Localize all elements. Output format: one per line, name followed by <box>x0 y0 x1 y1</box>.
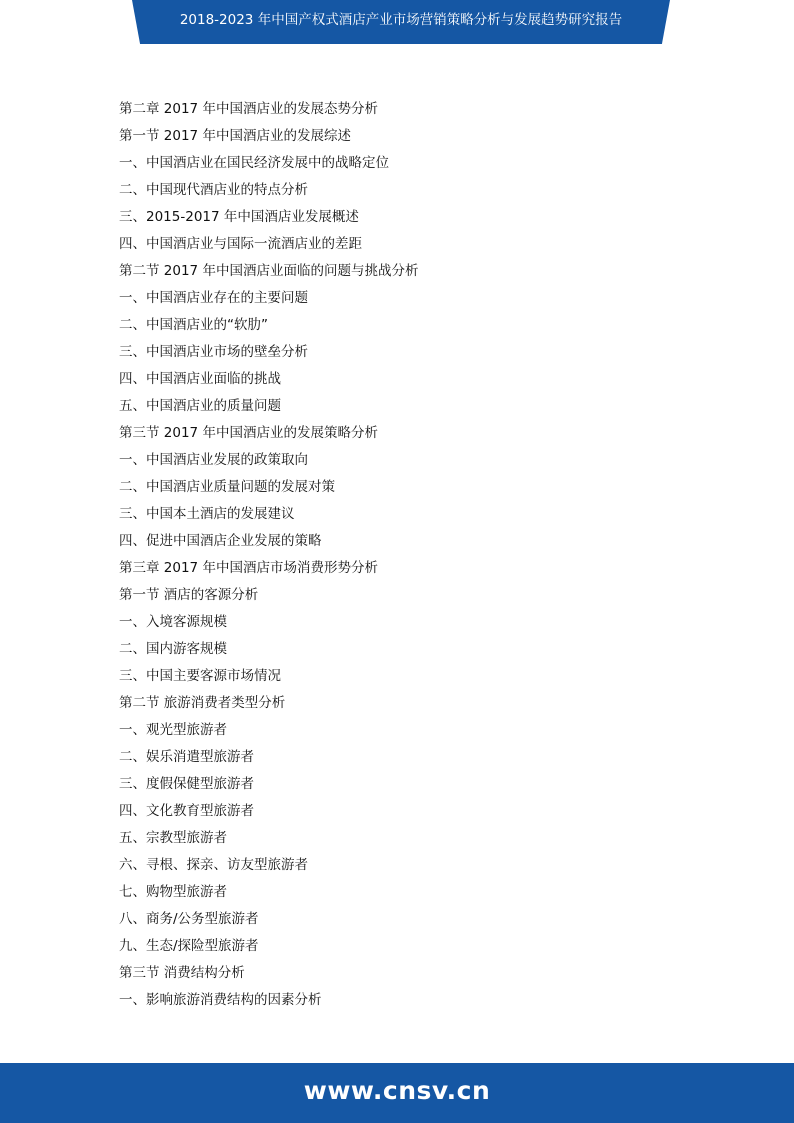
toc-entry: 五、中国酒店业的质量问题 <box>119 398 281 414</box>
toc-entry: 第一节 酒店的客源分析 <box>119 587 259 603</box>
toc-entry: 三、度假保健型旅游者 <box>119 776 254 792</box>
toc-entry: 二、国内游客规模 <box>119 641 227 657</box>
toc-entry: 二、中国酒店业质量问题的发展对策 <box>119 479 335 495</box>
toc-entry: 一、中国酒店业在国民经济发展中的战略定位 <box>119 155 389 171</box>
toc-entry: 三、中国主要客源市场情况 <box>119 668 281 684</box>
toc-entry: 七、购物型旅游者 <box>119 884 227 900</box>
toc-entry: 六、寻根、探亲、访友型旅游者 <box>119 857 308 873</box>
table-of-contents <box>119 96 679 1014</box>
toc-entry: 第二节 旅游消费者类型分析 <box>119 695 286 711</box>
toc-entry: 八、商务/公务型旅游者 <box>119 911 259 927</box>
toc-entry: 四、促进中国酒店企业发展的策略 <box>119 533 322 549</box>
toc-entry: 九、生态/探险型旅游者 <box>119 938 259 954</box>
toc-entry: 三、2015-2017 年中国酒店业发展概述 <box>119 209 359 225</box>
toc-entry: 一、中国酒店业发展的政策取向 <box>119 452 308 468</box>
toc-entry: 四、中国酒店业与国际一流酒店业的差距 <box>119 236 362 252</box>
toc-entry: 二、中国现代酒店业的特点分析 <box>119 182 308 198</box>
toc-entry: 第三章 2017 年中国酒店市场消费形势分析 <box>119 560 378 576</box>
toc-entry: 第二章 2017 年中国酒店业的发展态势分析 <box>119 101 378 117</box>
report-title: 2018-2023 年中国产权式酒店产业市场营销策略分析与发展趋势研究报告 <box>179 12 623 28</box>
toc-entry: 第一节 2017 年中国酒店业的发展综述 <box>119 128 351 144</box>
toc-entry: 一、观光型旅游者 <box>119 722 227 738</box>
toc-entry: 二、中国酒店业的“软肋” <box>119 317 268 333</box>
toc-entry: 二、娱乐消遣型旅游者 <box>119 749 254 765</box>
toc-entry: 三、中国本土酒店的发展建议 <box>119 506 295 522</box>
toc-entry: 五、宗教型旅游者 <box>119 830 227 846</box>
toc-entry: 三、中国酒店业市场的壁垒分析 <box>119 344 308 360</box>
toc-entry: 第三节 消费结构分析 <box>119 965 245 981</box>
toc-entry: 第二节 2017 年中国酒店业面临的问题与挑战分析 <box>119 263 419 279</box>
toc-entry: 一、中国酒店业存在的主要问题 <box>119 290 308 306</box>
toc-entry: 四、文化教育型旅游者 <box>119 803 254 819</box>
footer-website-link[interactable]: www.cnsv.cn <box>303 1076 491 1105</box>
toc-entry: 第三节 2017 年中国酒店业的发展策略分析 <box>119 425 378 441</box>
toc-entry: 一、入境客源规模 <box>119 614 227 630</box>
toc-entry: 四、中国酒店业面临的挑战 <box>119 371 281 387</box>
toc-entry: 一、影响旅游消费结构的因素分析 <box>119 992 322 1008</box>
